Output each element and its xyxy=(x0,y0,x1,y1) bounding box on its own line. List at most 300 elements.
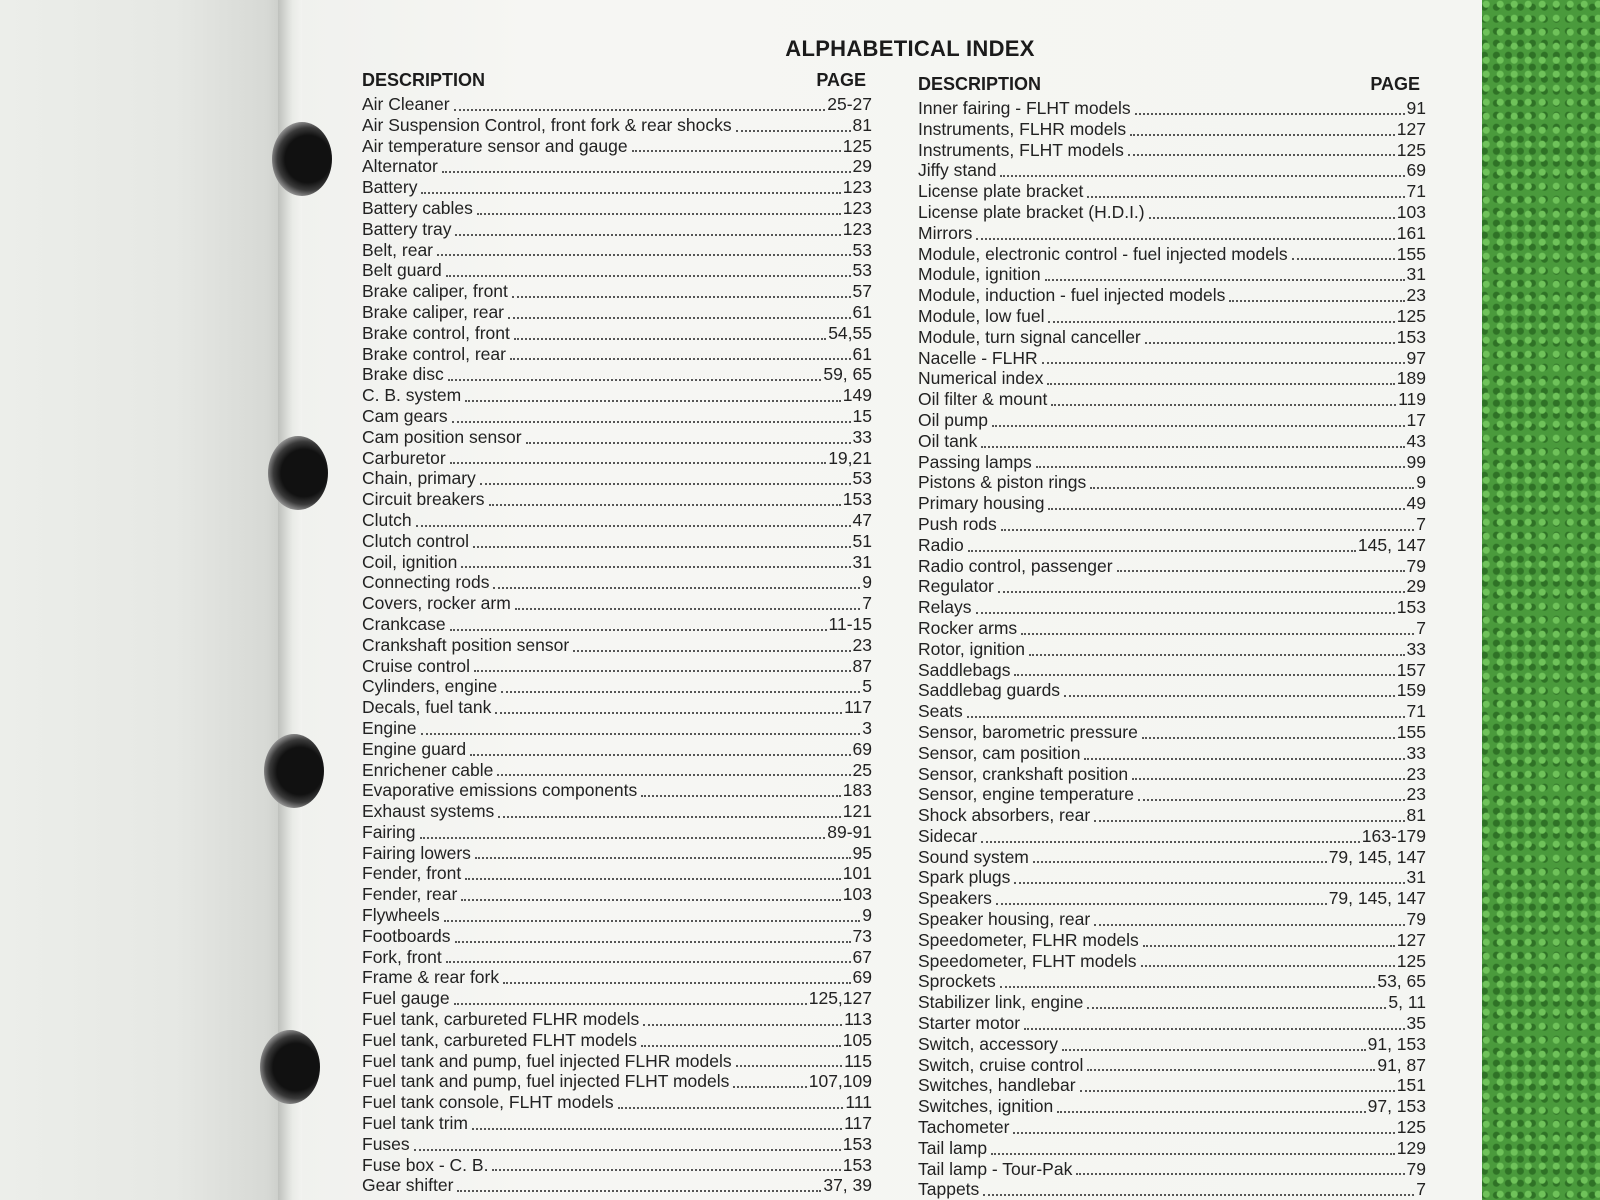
entry-page: 123 xyxy=(842,197,872,218)
index-entry xyxy=(362,94,872,115)
entry-page: 19,21 xyxy=(828,447,872,468)
index-entry xyxy=(918,930,1426,951)
index-entry xyxy=(918,1075,1426,1096)
dot-leader xyxy=(420,837,826,839)
entry-description: Radio control, passenger xyxy=(918,555,1113,576)
entry-description: Sensor, engine temperature xyxy=(918,784,1134,805)
index-entry xyxy=(362,260,872,281)
entry-page: 119 xyxy=(1398,389,1426,410)
index-entry xyxy=(918,1013,1426,1034)
entry-description: Fuel gauge xyxy=(362,988,450,1009)
dot-leader xyxy=(480,483,851,485)
entry-description: Battery cables xyxy=(362,197,473,218)
entry-description: Switches, ignition xyxy=(918,1096,1054,1117)
entry-page: 57 xyxy=(852,281,872,302)
index-entry xyxy=(362,905,872,926)
dot-leader xyxy=(477,213,841,215)
dot-leader xyxy=(498,816,841,818)
entry-page: 29 xyxy=(852,156,872,177)
entry-page: 33 xyxy=(1406,638,1426,659)
index-entry xyxy=(918,764,1426,785)
entry-description: Module, turn signal canceller xyxy=(918,326,1141,347)
index-entry xyxy=(362,468,872,489)
dot-leader xyxy=(1132,778,1404,780)
dot-leader xyxy=(1087,1069,1375,1071)
dot-leader xyxy=(733,1086,806,1088)
entry-page: 29 xyxy=(1406,576,1426,597)
entry-page: 23 xyxy=(852,634,872,655)
entry-page: 79, 145, 147 xyxy=(1328,888,1426,909)
entry-page: 129 xyxy=(1396,1137,1426,1158)
entry-description: Cylinders, engine xyxy=(362,676,498,697)
entry-description: Cam gears xyxy=(362,405,448,426)
dot-leader xyxy=(442,171,851,173)
dot-leader xyxy=(457,1190,821,1192)
index-entry xyxy=(362,656,872,677)
index-entry xyxy=(362,884,872,905)
entry-page: 7 xyxy=(1416,617,1426,638)
index-entry xyxy=(362,760,872,781)
entry-page: 155 xyxy=(1396,721,1426,742)
entry-page: 69 xyxy=(852,967,872,988)
entry-page: 117 xyxy=(844,697,872,718)
dot-leader xyxy=(454,1003,807,1005)
dot-leader xyxy=(976,612,1395,614)
entry-page: 81 xyxy=(1406,805,1426,826)
entry-page: 23 xyxy=(1406,285,1426,306)
entry-description: Brake caliper, rear xyxy=(362,301,505,322)
index-entry xyxy=(918,1179,1426,1200)
binder-hole xyxy=(260,1030,320,1104)
dot-leader xyxy=(1014,882,1404,884)
entry-page: 153 xyxy=(1396,597,1426,618)
dot-leader xyxy=(992,425,1405,427)
index-entry xyxy=(362,676,872,697)
entry-description: Sprockets xyxy=(918,971,996,992)
entry-description: Fairing xyxy=(362,821,416,842)
index-entry xyxy=(362,593,872,614)
index-entry xyxy=(918,493,1426,514)
entry-description: Enrichener cable xyxy=(362,759,494,780)
entry-description: Sidecar xyxy=(918,825,978,846)
entry-description: Module, induction - fuel injected models xyxy=(918,285,1226,306)
entry-description: License plate bracket (H.D.I.) xyxy=(918,201,1145,222)
entry-description: Brake control, rear xyxy=(362,343,506,364)
entry-page: 149 xyxy=(842,385,872,406)
entry-page: 53 xyxy=(852,260,872,281)
index-entry xyxy=(918,556,1426,577)
entry-page: 61 xyxy=(852,343,872,364)
entry-description: Decals, fuel tank xyxy=(362,697,492,718)
index-entry xyxy=(362,926,872,947)
entry-page: 81 xyxy=(852,114,872,135)
dot-leader xyxy=(1000,986,1376,988)
entry-description: Fairing lowers xyxy=(362,842,471,863)
entry-page: 5, 11 xyxy=(1388,992,1426,1013)
dot-leader xyxy=(1042,362,1405,364)
index-entry xyxy=(918,784,1426,805)
index-entry xyxy=(362,572,872,593)
entry-description: Starter motor xyxy=(918,1013,1021,1034)
index-entry xyxy=(362,1092,872,1113)
dot-leader xyxy=(967,716,1405,718)
entry-page: 153 xyxy=(842,489,872,510)
dot-leader xyxy=(503,982,850,984)
entry-page: 5 xyxy=(862,676,872,697)
entry-description: Tail lamp xyxy=(918,1137,988,1158)
entry-page: 43 xyxy=(1406,430,1426,451)
entry-page: 117 xyxy=(844,1113,872,1134)
entry-description: Cam position sensor xyxy=(362,426,522,447)
entry-description: Gear shifter xyxy=(362,1175,454,1196)
dot-leader xyxy=(437,254,851,256)
entry-page: 103 xyxy=(1396,201,1426,222)
entry-description: License plate bracket xyxy=(918,181,1084,202)
dot-leader xyxy=(1013,1132,1394,1134)
index-entry xyxy=(362,718,872,739)
index-entry xyxy=(362,219,872,240)
entry-description: Inner fairing - FLHT models xyxy=(918,98,1131,118)
entry-page: 79 xyxy=(1406,909,1426,930)
index-entry xyxy=(918,660,1426,681)
index-entry xyxy=(362,1113,872,1134)
dot-leader xyxy=(515,608,860,610)
entry-page: 9 xyxy=(1416,472,1426,493)
dot-leader xyxy=(497,774,850,776)
index-entry xyxy=(362,552,872,573)
dot-leader xyxy=(1128,154,1395,156)
entry-page: 69 xyxy=(852,738,872,759)
index-entry xyxy=(362,531,872,552)
dot-leader xyxy=(510,358,851,360)
entry-description: Air Suspension Control, front fork & rear shocks xyxy=(362,114,732,135)
entry-page: 123 xyxy=(842,177,872,198)
entry-description: Sound system xyxy=(918,846,1029,867)
index-entry xyxy=(362,863,872,884)
entry-page: 9 xyxy=(862,905,872,926)
entry-page: 153 xyxy=(842,1154,872,1175)
description-header: DESCRIPTION xyxy=(362,70,486,90)
index-entry xyxy=(918,951,1426,972)
entry-page: 31 xyxy=(1406,867,1426,888)
entry-page: 79 xyxy=(1406,555,1426,576)
entry-page: 23 xyxy=(1406,784,1426,805)
dot-leader xyxy=(448,379,822,381)
entry-page: 163-179 xyxy=(1361,825,1426,846)
index-entry xyxy=(362,614,872,635)
entry-description: Crankcase xyxy=(362,613,446,634)
dot-leader xyxy=(446,961,851,963)
dot-leader xyxy=(489,504,841,506)
dot-leader xyxy=(1047,383,1394,385)
entry-page: 54,55 xyxy=(828,322,872,343)
entry-page: 91, 87 xyxy=(1377,1054,1426,1075)
index-entry xyxy=(362,198,872,219)
entry-page: 37, 39 xyxy=(823,1175,872,1196)
dot-leader xyxy=(991,1153,1395,1155)
dot-leader xyxy=(465,878,841,880)
entry-description: C. B. system xyxy=(362,385,462,406)
entry-description: Chain, primary xyxy=(362,468,476,489)
index-column-right xyxy=(918,74,1426,1200)
entry-description: Crankshaft position sensor xyxy=(362,634,570,655)
dot-leader xyxy=(1138,799,1405,801)
index-entry xyxy=(362,739,872,760)
index-entry xyxy=(918,847,1426,868)
index-entry xyxy=(362,385,872,406)
dot-leader xyxy=(996,903,1327,905)
entry-description: Speakers xyxy=(918,888,992,909)
entry-page: 155 xyxy=(1396,243,1426,264)
entry-page: 7 xyxy=(1416,513,1426,534)
entry-page: 125,127 xyxy=(808,988,872,1009)
entry-page: 145, 147 xyxy=(1357,534,1426,555)
entry-description: Fuse box - C. B. xyxy=(362,1154,489,1175)
dot-leader xyxy=(1292,258,1395,260)
dot-leader xyxy=(1117,570,1405,572)
index-entry xyxy=(918,888,1426,909)
column-header xyxy=(918,74,1426,98)
entry-description: Shock absorbers, rear xyxy=(918,805,1091,826)
index-entry xyxy=(918,368,1426,389)
dot-leader xyxy=(641,795,841,797)
entry-page: 31 xyxy=(852,551,872,572)
entry-description: Relays xyxy=(918,597,972,618)
dot-leader xyxy=(736,130,851,132)
entry-description: Circuit breakers xyxy=(362,489,485,510)
index-entry xyxy=(362,427,872,448)
entry-page: 51 xyxy=(852,530,872,551)
entry-description: Carburetor xyxy=(362,447,446,468)
entry-description: Cruise control xyxy=(362,655,470,676)
dot-leader xyxy=(450,629,827,631)
dot-leader xyxy=(641,1045,841,1047)
index-entry xyxy=(362,967,872,988)
index-entry xyxy=(918,1117,1426,1138)
entry-page: 3 xyxy=(862,717,872,738)
entry-page: 71 xyxy=(1406,701,1426,722)
entry-description: Regulator xyxy=(918,576,994,597)
entry-description: Saddlebags xyxy=(918,659,1011,680)
dot-leader xyxy=(736,1065,842,1067)
entry-page: 69 xyxy=(1406,160,1426,181)
dot-leader xyxy=(1029,654,1405,656)
entry-description: Oil filter & mount xyxy=(918,389,1048,410)
entry-page: 79, 145, 147 xyxy=(1328,846,1426,867)
entry-description: Brake caliper, front xyxy=(362,281,508,302)
entry-page: 15 xyxy=(852,405,872,426)
entry-page: 189 xyxy=(1396,368,1426,389)
dot-leader xyxy=(493,587,860,589)
entry-description: Fuel tank, carbureted FLHT models xyxy=(362,1029,637,1050)
entry-page: 115 xyxy=(844,1050,872,1071)
index-entry xyxy=(918,701,1426,722)
entry-description: Engine guard xyxy=(362,738,467,759)
entry-page: 127 xyxy=(1396,929,1426,950)
dot-leader xyxy=(514,338,826,340)
dot-leader xyxy=(461,899,840,901)
index-entry xyxy=(362,302,872,323)
dot-leader xyxy=(421,192,840,194)
entry-page: 105 xyxy=(842,1029,872,1050)
dot-leader xyxy=(452,421,851,423)
dot-leader xyxy=(1021,633,1414,635)
entry-page: 125 xyxy=(1396,1117,1426,1138)
entry-description: Nacelle - FLHR xyxy=(918,347,1038,368)
dot-leader xyxy=(1094,924,1404,926)
entry-page: 53 xyxy=(852,468,872,489)
index-entry xyxy=(362,406,872,427)
entry-description: Radio xyxy=(918,534,964,555)
binder-hole xyxy=(264,734,324,808)
dot-leader xyxy=(473,546,851,548)
entry-description: Seats xyxy=(918,701,963,722)
dot-leader xyxy=(998,591,1405,593)
entry-description: Passing lamps xyxy=(918,451,1032,472)
entry-description: Alternator xyxy=(362,156,438,177)
entry-description: Clutch control xyxy=(362,530,469,551)
index-entry xyxy=(918,285,1426,306)
dot-leader xyxy=(1036,466,1405,468)
entry-page: 87 xyxy=(852,655,872,676)
index-entry xyxy=(362,822,872,843)
entry-description: Numerical index xyxy=(918,368,1044,389)
left-page xyxy=(0,0,290,1200)
entry-description: Pistons & piston rings xyxy=(918,472,1087,493)
index-entry xyxy=(918,119,1426,140)
entry-description: Brake control, front xyxy=(362,322,510,343)
entry-description: Covers, rocker arm xyxy=(362,593,511,614)
index-entry xyxy=(362,156,872,177)
column-header xyxy=(362,70,872,94)
entry-description: Battery xyxy=(362,177,418,198)
index-entry xyxy=(918,909,1426,930)
index-entry xyxy=(918,431,1426,452)
index-entry xyxy=(918,1096,1426,1117)
index-entry xyxy=(918,1159,1426,1180)
entry-description: Evaporative emissions components xyxy=(362,780,638,801)
entry-description: Instruments, FLHT models xyxy=(918,139,1124,160)
index-entry xyxy=(362,947,872,968)
index-entry xyxy=(918,576,1426,597)
dot-leader xyxy=(1090,487,1414,489)
entry-description: Exhaust systems xyxy=(362,801,495,822)
dot-leader xyxy=(414,1149,841,1151)
entry-description: Mirrors xyxy=(918,222,973,243)
dot-leader xyxy=(1064,695,1395,697)
index-entry xyxy=(918,472,1426,493)
dot-leader xyxy=(474,670,851,672)
dot-leader xyxy=(526,442,851,444)
index-column-left xyxy=(362,70,872,1196)
index-entries xyxy=(362,94,872,1196)
entry-description: Tachometer xyxy=(918,1117,1010,1138)
entry-page: 49 xyxy=(1406,493,1426,514)
index-entry xyxy=(362,1009,872,1030)
binder-hole xyxy=(272,122,332,196)
entry-description: Clutch xyxy=(362,509,412,530)
entry-page: 59, 65 xyxy=(823,364,872,385)
entry-page: 7 xyxy=(862,593,872,614)
dot-leader xyxy=(454,109,826,111)
entry-page: 125 xyxy=(1396,950,1426,971)
entry-page: 73 xyxy=(852,925,872,946)
index-entry xyxy=(362,1155,872,1176)
entry-page: 97, 153 xyxy=(1367,1096,1426,1117)
dot-leader xyxy=(495,712,842,714)
entry-description: Belt guard xyxy=(362,260,442,281)
entry-page: 125 xyxy=(1396,139,1426,160)
dot-leader xyxy=(416,525,851,527)
entry-description: Stabilizer link, engine xyxy=(918,992,1084,1013)
index-entry xyxy=(918,680,1426,701)
entry-page: 161 xyxy=(1396,222,1426,243)
entry-description: Sensor, barometric pressure xyxy=(918,721,1138,742)
entry-description: Tappets xyxy=(918,1179,980,1200)
dot-leader xyxy=(1080,1090,1395,1092)
entry-page: 25 xyxy=(852,759,872,780)
entry-page: 53, 65 xyxy=(1377,971,1426,992)
entry-description: Rotor, ignition xyxy=(918,638,1026,659)
entry-page: 31 xyxy=(1406,264,1426,285)
entry-description: Saddlebag guards xyxy=(918,680,1061,701)
index-entry xyxy=(918,98,1426,119)
entry-description: Fuses xyxy=(362,1133,410,1154)
index-entry xyxy=(918,514,1426,535)
entry-description: Brake disc xyxy=(362,364,444,385)
index-entry xyxy=(918,223,1426,244)
index-entry xyxy=(918,597,1426,618)
entry-description: Module, electronic control - fuel injected models xyxy=(918,243,1288,264)
index-entry xyxy=(362,281,872,302)
index-entry xyxy=(362,843,872,864)
index-entry xyxy=(362,780,872,801)
dot-leader xyxy=(1135,113,1405,115)
entry-description: Engine xyxy=(362,717,417,738)
dot-leader xyxy=(450,462,827,464)
index-entry xyxy=(918,452,1426,473)
dot-leader xyxy=(1130,134,1395,136)
entry-page: 91 xyxy=(1406,98,1426,118)
dot-leader xyxy=(1142,737,1395,739)
dot-leader xyxy=(1062,1049,1366,1051)
entry-page: 33 xyxy=(852,426,872,447)
index-entry xyxy=(918,306,1426,327)
entry-page: 35 xyxy=(1406,1013,1426,1034)
index-entry xyxy=(362,801,872,822)
index-entry xyxy=(362,1175,872,1196)
page-header: PAGE xyxy=(816,70,866,90)
index-entry xyxy=(918,535,1426,556)
entry-description: Flywheels xyxy=(362,905,440,926)
entry-page: 151 xyxy=(1396,1075,1426,1096)
index-entry xyxy=(918,971,1426,992)
index-entry xyxy=(918,348,1426,369)
entry-description: Tail lamp - Tour-Pak xyxy=(918,1158,1073,1179)
index-entry xyxy=(918,867,1426,888)
index-entry xyxy=(918,1138,1426,1159)
entry-description: Sensor, cam position xyxy=(918,742,1081,763)
entry-description: Coil, ignition xyxy=(362,551,458,572)
index-entry xyxy=(362,635,872,656)
entry-description: Sensor, crankshaft position xyxy=(918,763,1129,784)
entry-page: 11-15 xyxy=(828,613,872,634)
entry-page: 7 xyxy=(1416,1179,1426,1200)
dot-leader xyxy=(981,446,1404,448)
entry-page: 33 xyxy=(1406,742,1426,763)
index-entry xyxy=(918,160,1426,181)
entry-page: 53 xyxy=(852,239,872,260)
